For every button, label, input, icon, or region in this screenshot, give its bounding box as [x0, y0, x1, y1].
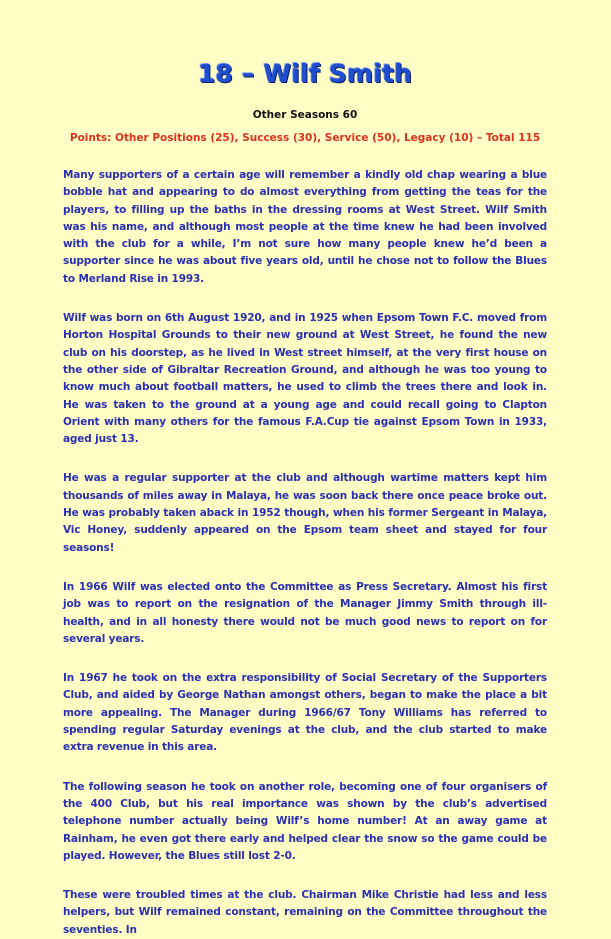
article-body — [63, 167, 547, 939]
paragraph: Many supporters of a certain age will remember a kindly old chap wearing a blue bobble hat and appearing to do almost everything from getting the teas for the players, to filling up the baths in the dressing rooms at West Street. Wilf Smith was his name, and although most people at the time knew he had been involved with the club for a while, I’m not sure how many people knew he’d been a supporter since he was about five years old, until he chose not to follow the Blues to Merland Rise in 1993. — [63, 169, 547, 285]
paragraph: Wilf was born on 6th August 1920, and in 1925 when Epsom Town F.C. moved from Horton Hospital Grounds to their new ground at West Street, he found the new club on his doorstep, as he lived in West street himself, at the very first house on the other side of Gibraltar Recreation Ground, and although he was too young to know much about football matters, he used to climb the trees there and look in. He was taken to the ground at a young age and could recall going to Clapton Orient with many others for the famous F.A.Cup tie against Epsom Town in 1933, aged just 13. — [63, 312, 547, 446]
paragraph: In 1966 Wilf was elected onto the Committee as Press Secretary. Almost his first job was to report on the resignation of the Manager Jimmy Smith through ill-health, and in all honesty there would not be much good news to report on for several years. — [63, 580, 547, 645]
subtitle: Other Seasons 60 — [252, 109, 358, 121]
paragraph: In 1967 he took on the extra responsibility of Social Secretary of the Supporters Club, and aided by George Nathan amongst others, began to make the place a bit more appealing. The Manager during 1966/67 Tony Williams has referred to spending regular Saturday evenings at the club, and the club started to make extra revenue in this area. — [63, 672, 547, 754]
paragraph: The following season he took on another role, becoming one of four organisers of the 400 Club, but his real importance was shown by the club’s advertised telephone number actually being Wilf’s home number! At an away game at Rainham, he even got there early and helped clear the snow so the game could be played. However, the Blues still lost 2-0. — [63, 780, 547, 862]
points-summary: Points: Other Positions (25), Success (30), Service (50), Legacy (10) – Total 115 — [69, 132, 541, 144]
paragraph: He was a regular supporter at the club and although wartime matters kept him thousands of miles away in Malaya, he was soon back there once peace broke out. He was probably taken aback in 1952 though, when his former Sergeant in Malaya, Vic Honey, suddenly appeared on the Epsom team sheet and stayed for four seasons! — [63, 472, 547, 554]
paragraph: These were troubled times at the club. Chairman Mike Christie had less and less helpers, but Wilf remained constant, remaining on the Committee throughout the seventies. In — [63, 889, 547, 936]
page-title: 18 – Wilf Smith — [197, 59, 413, 88]
